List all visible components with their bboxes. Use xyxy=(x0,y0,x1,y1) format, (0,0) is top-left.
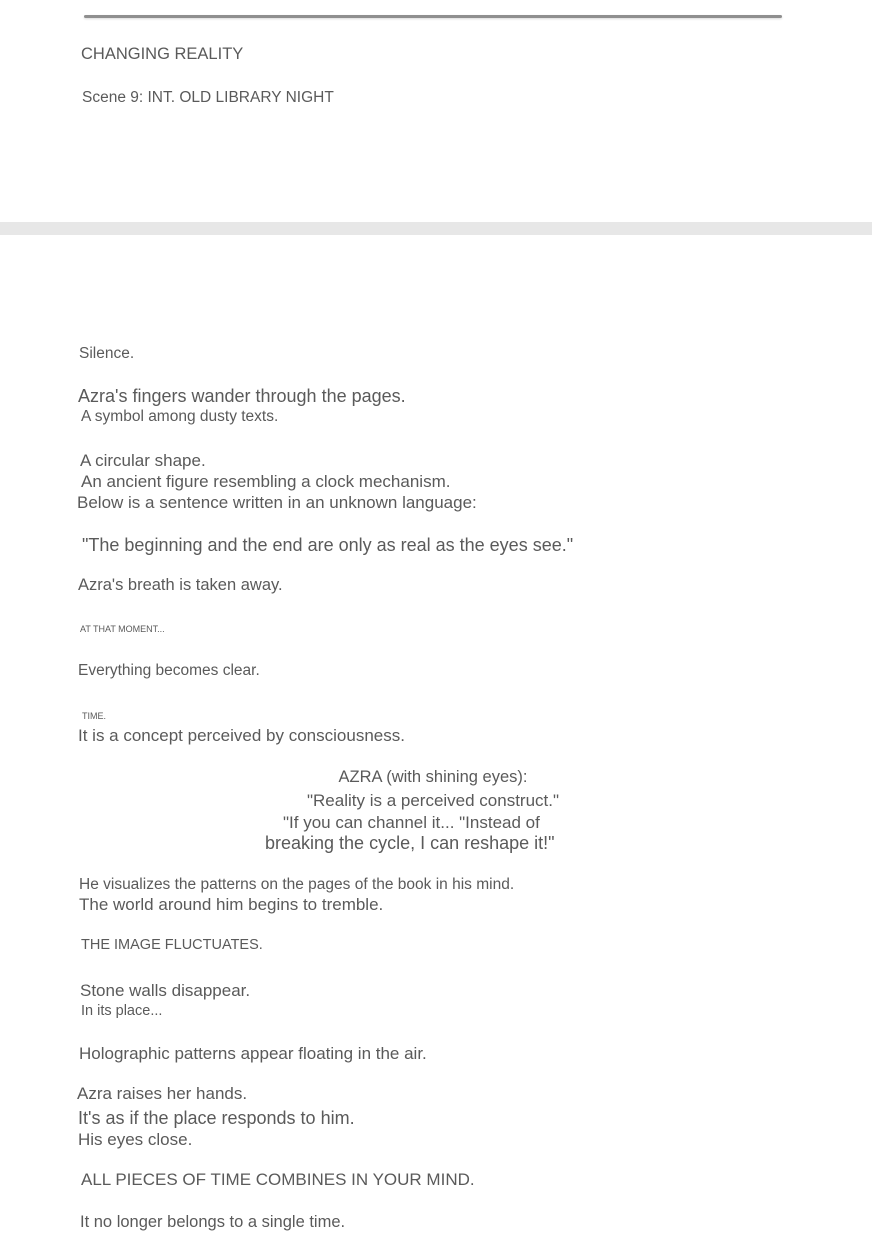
action-line-place: In its place... xyxy=(81,1003,163,1019)
quote-line: "The beginning and the end are only as real as the eyes see." xyxy=(82,535,574,555)
action-line-responds: It's as if the place responds to him. xyxy=(78,1108,355,1128)
dialogue-line-2: "If you can channel it... "Instead of xyxy=(283,813,540,832)
dialogue-line-1: "Reality is a perceived construct." xyxy=(306,791,560,810)
page-break xyxy=(0,222,872,235)
dialogue-line-3: breaking the cycle, I can reshape it!" xyxy=(265,833,555,853)
action-line-walls: Stone walls disappear. xyxy=(80,981,251,1000)
action-line-tremble: The world around him begins to tremble. xyxy=(79,895,384,914)
action-line-clear: Everything becomes clear. xyxy=(78,662,260,679)
action-line-symbol: A symbol among dusty texts. xyxy=(81,408,279,425)
action-line-eyes: His eyes close. xyxy=(78,1130,193,1149)
transition-pieces: ALL PIECES OF TIME COMBINES IN YOUR MIND. xyxy=(81,1170,475,1189)
action-line-visualizes: He visualizes the patterns on the pages of the book in his mind. xyxy=(79,876,515,893)
document-title: CHANGING REALITY xyxy=(81,45,244,63)
action-line-silence: Silence. xyxy=(79,345,135,362)
action-line-concept: It is a concept perceived by consciousness. xyxy=(78,726,405,745)
action-line-belongs: It no longer belongs to a single time. xyxy=(80,1213,346,1231)
action-line-circular: A circular shape. xyxy=(80,451,206,470)
action-line-ancient: An ancient figure resembling a clock mechanism. xyxy=(81,472,451,491)
action-line-breath: Azra's breath is taken away. xyxy=(78,576,283,594)
action-line-holographic: Holographic patterns appear floating in the air. xyxy=(79,1044,427,1063)
action-line-fingers: Azra's fingers wander through the pages. xyxy=(78,386,406,406)
transition-moment: AT THAT MOMENT... xyxy=(80,624,165,634)
top-divider xyxy=(84,15,782,18)
transition-fluctuates: THE IMAGE FLUCTUATES. xyxy=(81,937,263,953)
transition-time: TIME. xyxy=(82,711,106,721)
action-line-raises: Azra raises her hands. xyxy=(77,1084,248,1103)
action-line-below: Below is a sentence written in an unknown language: xyxy=(77,493,477,512)
scene-heading: Scene 9: INT. OLD LIBRARY NIGHT xyxy=(82,89,334,106)
dialogue-character: AZRA (with shining eyes): xyxy=(338,768,528,786)
